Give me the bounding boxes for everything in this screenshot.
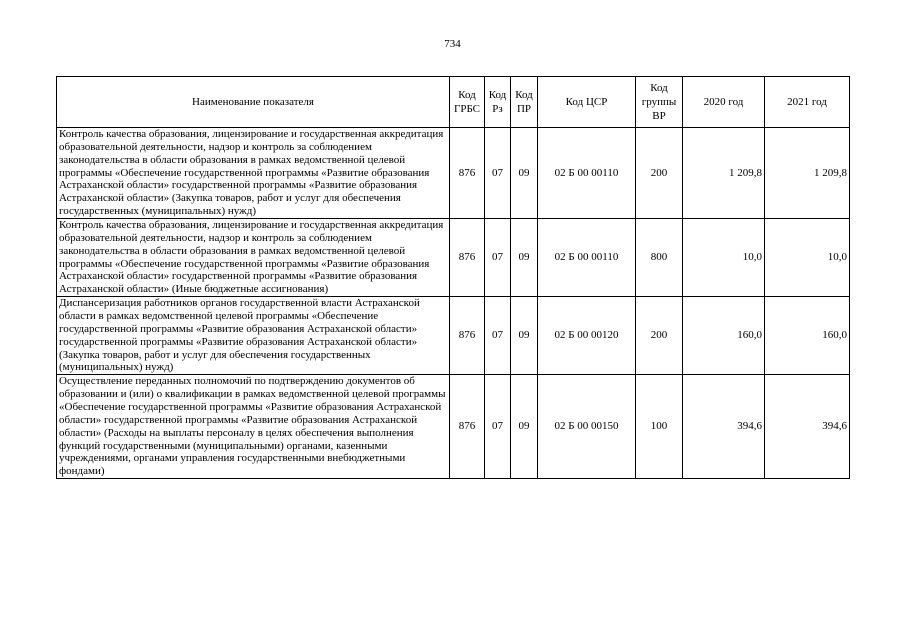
row-rz: 07 bbox=[485, 128, 511, 219]
row-grbs: 876 bbox=[450, 128, 485, 219]
row-rz: 07 bbox=[485, 219, 511, 297]
row-pr: 09 bbox=[511, 297, 538, 375]
row-2021: 160,0 bbox=[765, 297, 850, 375]
row-rz: 07 bbox=[485, 375, 511, 479]
row-2020: 394,6 bbox=[683, 375, 765, 479]
budget-table bbox=[56, 76, 850, 479]
header-name: Наименование показателя bbox=[57, 77, 450, 128]
row-2021: 394,6 bbox=[765, 375, 850, 479]
header-csr: Код ЦСР bbox=[538, 77, 636, 128]
row-2021: 1 209,8 bbox=[765, 128, 850, 219]
row-rz: 07 bbox=[485, 297, 511, 375]
header-pr: Код ПР bbox=[511, 77, 538, 128]
row-csr: 02 Б 00 00150 bbox=[538, 375, 636, 479]
row-pr: 09 bbox=[511, 375, 538, 479]
row-2020: 160,0 bbox=[683, 297, 765, 375]
row-name: Осуществление переданных полномочий по подтверждению документов об образовании и (или) о квалификации в рамках ведомственной целевой программы «Обеспечение государственной программы «Развитие образования Астраханской области» государственной программы «Развитие образования Астраханской области» (Расходы на выплаты персоналу в целях обеспечения выполнения функций государственными (муниципальными) органами, казенными учреждениями, органами управления государственными внебюджетными фондами) bbox=[57, 375, 450, 479]
row-grbs: 876 bbox=[450, 375, 485, 479]
header-2020: 2020 год bbox=[683, 77, 765, 128]
header-2021: 2021 год bbox=[765, 77, 850, 128]
row-vr: 100 bbox=[636, 375, 683, 479]
row-2020: 1 209,8 bbox=[683, 128, 765, 219]
row-name: Диспансеризация работников органов государственной власти Астраханской области в рамках ведомственной целевой программы «Обеспечение государственной программы «Развитие образования Астраханской области» государственной программы «Развитие образования Астраханской области» (Закупка товаров, работ и услуг для обеспечения государственных (муниципальных) нужд) bbox=[57, 297, 450, 375]
table-row bbox=[57, 128, 850, 219]
header-rz: Код Рз bbox=[485, 77, 511, 128]
row-vr: 200 bbox=[636, 297, 683, 375]
header-grbs: Код ГРБС bbox=[450, 77, 485, 128]
row-name: Контроль качества образования, лицензирование и государственная аккредитация образовательной деятельности, надзор и контроль за соблюдением законодательства в области образования в рамках ведомственной целевой программы «Обеспечение государственной программы «Развитие образования Астраханской области» государственной программы «Развитие образования Астраханской области» (Закупка товаров, работ и услуг для обеспечения государственных (муниципальных) нужд) bbox=[57, 128, 450, 219]
row-csr: 02 Б 00 00110 bbox=[538, 219, 636, 297]
table-row bbox=[57, 297, 850, 375]
row-pr: 09 bbox=[511, 219, 538, 297]
row-vr: 800 bbox=[636, 219, 683, 297]
page-number: 734 bbox=[444, 38, 461, 50]
row-csr: 02 Б 00 00120 bbox=[538, 297, 636, 375]
row-pr: 09 bbox=[511, 128, 538, 219]
table-row bbox=[57, 219, 850, 297]
row-2020: 10,0 bbox=[683, 219, 765, 297]
row-grbs: 876 bbox=[450, 219, 485, 297]
header-vr: Код группы ВР bbox=[636, 77, 683, 128]
row-csr: 02 Б 00 00110 bbox=[538, 128, 636, 219]
table-row bbox=[57, 375, 850, 479]
row-name: Контроль качества образования, лицензирование и государственная аккредитация образовательной деятельности, надзор и контроль за соблюдением законодательства в области образования в рамках ведомственной целевой программы «Обеспечение государственной программы «Развитие образования Астраханской области» государственной программы «Развитие образования Астраханской области» (Иные бюджетные ассигнования) bbox=[57, 219, 450, 297]
table-header-row bbox=[57, 77, 850, 128]
row-2021: 10,0 bbox=[765, 219, 850, 297]
row-vr: 200 bbox=[636, 128, 683, 219]
row-grbs: 876 bbox=[450, 297, 485, 375]
